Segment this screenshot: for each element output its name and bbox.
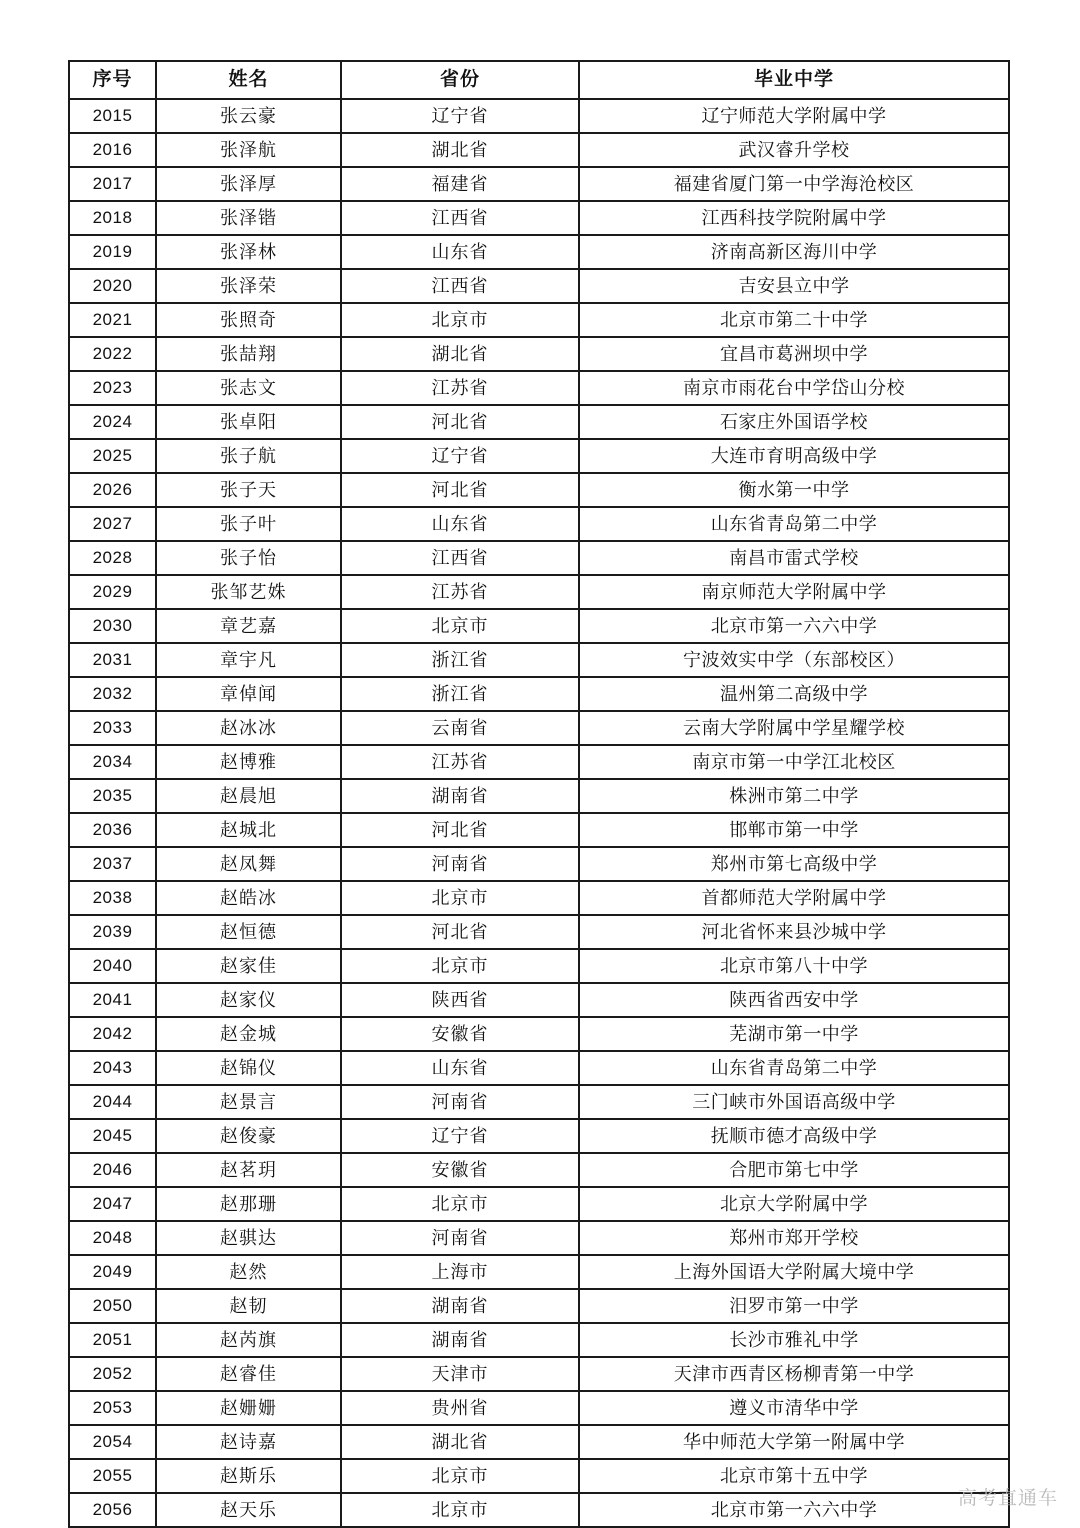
row-cell-index: 2032 — [69, 677, 156, 711]
row-cell-name: 张子天 — [156, 473, 341, 507]
table-row — [69, 1221, 1009, 1255]
row-cell-name: 张照奇 — [156, 303, 341, 337]
row-cell-school: 北京市第二十中学 — [579, 303, 1009, 337]
table-row — [69, 813, 1009, 847]
row-cell-school: 山东省青岛第二中学 — [579, 507, 1009, 541]
row-cell-province: 陕西省 — [341, 983, 579, 1017]
table-row — [69, 881, 1009, 915]
row-cell-school: 遵义市清华中学 — [579, 1391, 1009, 1425]
row-cell-index: 2035 — [69, 779, 156, 813]
row-cell-name: 赵金城 — [156, 1017, 341, 1051]
row-cell-school: 石家庄外国语学校 — [579, 405, 1009, 439]
row-cell-name: 赵凤舞 — [156, 847, 341, 881]
row-cell-province: 辽宁省 — [341, 439, 579, 473]
row-cell-school: 济南高新区海川中学 — [579, 235, 1009, 269]
row-cell-school: 南京市雨花台中学岱山分校 — [579, 371, 1009, 405]
row-cell-province: 云南省 — [341, 711, 579, 745]
row-cell-school: 河北省怀来县沙城中学 — [579, 915, 1009, 949]
row-cell-province: 山东省 — [341, 235, 579, 269]
row-cell-province: 江西省 — [341, 201, 579, 235]
row-cell-index: 2018 — [69, 201, 156, 235]
table-row — [69, 1459, 1009, 1493]
row-cell-school: 江西科技学院附属中学 — [579, 201, 1009, 235]
row-cell-school: 宁波效实中学（东部校区） — [579, 643, 1009, 677]
row-cell-province: 湖北省 — [341, 337, 579, 371]
row-cell-index: 2038 — [69, 881, 156, 915]
row-cell-province: 河北省 — [341, 813, 579, 847]
row-cell-province: 安徽省 — [341, 1017, 579, 1051]
table-row — [69, 1391, 1009, 1425]
row-cell-province: 山东省 — [341, 1051, 579, 1085]
row-cell-province: 浙江省 — [341, 643, 579, 677]
row-cell-school: 三门峡市外国语高级中学 — [579, 1085, 1009, 1119]
row-cell-school: 郑州市郑开学校 — [579, 1221, 1009, 1255]
row-cell-province: 北京市 — [341, 949, 579, 983]
row-cell-index: 2054 — [69, 1425, 156, 1459]
row-cell-index: 2046 — [69, 1153, 156, 1187]
row-cell-index: 2026 — [69, 473, 156, 507]
column-header-name: 姓名 — [156, 61, 341, 99]
row-cell-province: 北京市 — [341, 609, 579, 643]
row-cell-school: 南京师范大学附属中学 — [579, 575, 1009, 609]
table-row — [69, 677, 1009, 711]
table-header-row — [69, 61, 1009, 99]
row-cell-school: 北京大学附属中学 — [579, 1187, 1009, 1221]
table-row — [69, 473, 1009, 507]
row-cell-school: 北京市第八十中学 — [579, 949, 1009, 983]
row-cell-index: 2031 — [69, 643, 156, 677]
row-cell-school: 北京市第一六六中学 — [579, 609, 1009, 643]
row-cell-province: 北京市 — [341, 303, 579, 337]
row-cell-name: 赵骐达 — [156, 1221, 341, 1255]
row-cell-name: 张云豪 — [156, 99, 341, 133]
row-cell-province: 浙江省 — [341, 677, 579, 711]
row-cell-school: 山东省青岛第二中学 — [579, 1051, 1009, 1085]
row-cell-province: 贵州省 — [341, 1391, 579, 1425]
row-cell-school: 汨罗市第一中学 — [579, 1289, 1009, 1323]
row-cell-index: 2043 — [69, 1051, 156, 1085]
row-cell-name: 张泽林 — [156, 235, 341, 269]
row-cell-name: 赵睿佳 — [156, 1357, 341, 1391]
row-cell-school: 吉安县立中学 — [579, 269, 1009, 303]
table-row — [69, 1187, 1009, 1221]
row-cell-province: 河北省 — [341, 405, 579, 439]
row-cell-index: 2052 — [69, 1357, 156, 1391]
row-cell-index: 2036 — [69, 813, 156, 847]
row-cell-index: 2022 — [69, 337, 156, 371]
row-cell-name: 赵韧 — [156, 1289, 341, 1323]
row-cell-name: 赵城北 — [156, 813, 341, 847]
row-cell-school: 合肥市第七中学 — [579, 1153, 1009, 1187]
table-row — [69, 1425, 1009, 1459]
row-cell-name: 张泽锴 — [156, 201, 341, 235]
row-cell-school: 邯郸市第一中学 — [579, 813, 1009, 847]
row-cell-school: 陕西省西安中学 — [579, 983, 1009, 1017]
row-cell-province: 天津市 — [341, 1357, 579, 1391]
row-cell-school: 宜昌市葛洲坝中学 — [579, 337, 1009, 371]
row-cell-name: 张子叶 — [156, 507, 341, 541]
table-row — [69, 915, 1009, 949]
table-row — [69, 1085, 1009, 1119]
row-cell-province: 北京市 — [341, 1493, 579, 1527]
row-cell-province: 河北省 — [341, 473, 579, 507]
table-row — [69, 847, 1009, 881]
table-body — [69, 99, 1009, 1527]
row-cell-province: 辽宁省 — [341, 1119, 579, 1153]
table-row — [69, 779, 1009, 813]
row-cell-province: 北京市 — [341, 1459, 579, 1493]
row-cell-index: 2053 — [69, 1391, 156, 1425]
table-row — [69, 303, 1009, 337]
row-cell-school: 首都师范大学附属中学 — [579, 881, 1009, 915]
table-row — [69, 1289, 1009, 1323]
table-row — [69, 235, 1009, 269]
row-cell-name: 赵芮旗 — [156, 1323, 341, 1357]
row-cell-index: 2051 — [69, 1323, 156, 1357]
row-cell-school: 云南大学附属中学星耀学校 — [579, 711, 1009, 745]
row-cell-index: 2017 — [69, 167, 156, 201]
column-header-province: 省份 — [341, 61, 579, 99]
table-row — [69, 269, 1009, 303]
roster-table — [68, 60, 1010, 1528]
table-row — [69, 337, 1009, 371]
row-cell-province: 山东省 — [341, 507, 579, 541]
row-cell-name: 赵景言 — [156, 1085, 341, 1119]
row-cell-province: 湖南省 — [341, 779, 579, 813]
row-cell-name: 张邹艺姝 — [156, 575, 341, 609]
row-cell-index: 2029 — [69, 575, 156, 609]
table-row — [69, 371, 1009, 405]
row-cell-school: 福建省厦门第一中学海沧校区 — [579, 167, 1009, 201]
row-cell-province: 湖南省 — [341, 1323, 579, 1357]
row-cell-index: 2030 — [69, 609, 156, 643]
row-cell-index: 2048 — [69, 1221, 156, 1255]
row-cell-index: 2016 — [69, 133, 156, 167]
table-header — [69, 61, 1009, 99]
row-cell-province: 湖北省 — [341, 1425, 579, 1459]
row-cell-province: 江西省 — [341, 269, 579, 303]
row-cell-index: 2025 — [69, 439, 156, 473]
table-row — [69, 1255, 1009, 1289]
row-cell-index: 2056 — [69, 1493, 156, 1527]
row-cell-index: 2019 — [69, 235, 156, 269]
table-row — [69, 1119, 1009, 1153]
row-cell-province: 辽宁省 — [341, 99, 579, 133]
row-cell-school: 长沙市雅礼中学 — [579, 1323, 1009, 1357]
row-cell-school: 南京市第一中学江北校区 — [579, 745, 1009, 779]
row-cell-index: 2045 — [69, 1119, 156, 1153]
table-row — [69, 1051, 1009, 1085]
row-cell-province: 北京市 — [341, 1187, 579, 1221]
row-cell-province: 湖北省 — [341, 133, 579, 167]
row-cell-name: 张子航 — [156, 439, 341, 473]
row-cell-school: 北京市第十五中学 — [579, 1459, 1009, 1493]
row-cell-name: 张泽厚 — [156, 167, 341, 201]
row-cell-index: 2021 — [69, 303, 156, 337]
table-row — [69, 711, 1009, 745]
table-row — [69, 405, 1009, 439]
row-cell-school: 芜湖市第一中学 — [579, 1017, 1009, 1051]
row-cell-index: 2027 — [69, 507, 156, 541]
row-cell-province: 福建省 — [341, 167, 579, 201]
row-cell-province: 安徽省 — [341, 1153, 579, 1187]
table-row — [69, 133, 1009, 167]
table-row — [69, 643, 1009, 677]
row-cell-province: 湖南省 — [341, 1289, 579, 1323]
column-header-school: 毕业中学 — [579, 61, 1009, 99]
row-cell-name: 赵恒德 — [156, 915, 341, 949]
row-cell-school: 温州第二高级中学 — [579, 677, 1009, 711]
row-cell-name: 赵皓冰 — [156, 881, 341, 915]
table-row — [69, 167, 1009, 201]
table-row — [69, 439, 1009, 473]
row-cell-school: 株洲市第二中学 — [579, 779, 1009, 813]
roster-table-container — [68, 60, 1008, 1528]
row-cell-index: 2034 — [69, 745, 156, 779]
row-cell-school: 上海外国语大学附属大境中学 — [579, 1255, 1009, 1289]
table-row — [69, 745, 1009, 779]
row-cell-school: 辽宁师范大学附属中学 — [579, 99, 1009, 133]
table-row — [69, 1017, 1009, 1051]
row-cell-province: 河南省 — [341, 1085, 579, 1119]
row-cell-index: 2023 — [69, 371, 156, 405]
row-cell-name: 赵家仪 — [156, 983, 341, 1017]
row-cell-name: 赵茗玥 — [156, 1153, 341, 1187]
table-row — [69, 575, 1009, 609]
row-cell-index: 2041 — [69, 983, 156, 1017]
watermark: 高考直通车 — [957, 1488, 1058, 1509]
row-cell-index: 2039 — [69, 915, 156, 949]
column-header-index: 序号 — [69, 61, 156, 99]
row-cell-name: 赵那珊 — [156, 1187, 341, 1221]
row-cell-province: 河北省 — [341, 915, 579, 949]
row-cell-name: 章倬闻 — [156, 677, 341, 711]
row-cell-province: 河南省 — [341, 1221, 579, 1255]
table-row — [69, 541, 1009, 575]
row-cell-index: 2020 — [69, 269, 156, 303]
table-row — [69, 99, 1009, 133]
table-row — [69, 609, 1009, 643]
table-row — [69, 201, 1009, 235]
row-cell-name: 赵博雅 — [156, 745, 341, 779]
row-cell-school: 郑州市第七高级中学 — [579, 847, 1009, 881]
row-cell-index: 2037 — [69, 847, 156, 881]
row-cell-province: 江苏省 — [341, 575, 579, 609]
row-cell-name: 赵晨旭 — [156, 779, 341, 813]
row-cell-name: 张泽荣 — [156, 269, 341, 303]
row-cell-index: 2049 — [69, 1255, 156, 1289]
row-cell-index: 2015 — [69, 99, 156, 133]
row-cell-index: 2024 — [69, 405, 156, 439]
row-cell-province: 北京市 — [341, 881, 579, 915]
row-cell-name: 张子怡 — [156, 541, 341, 575]
row-cell-school: 北京市第一六六中学 — [579, 1493, 1009, 1527]
row-cell-name: 张泽航 — [156, 133, 341, 167]
row-cell-province: 上海市 — [341, 1255, 579, 1289]
row-cell-name: 赵俊豪 — [156, 1119, 341, 1153]
row-cell-index: 2033 — [69, 711, 156, 745]
row-cell-school: 抚顺市德才高级中学 — [579, 1119, 1009, 1153]
row-cell-index: 2044 — [69, 1085, 156, 1119]
row-cell-school: 华中师范大学第一附属中学 — [579, 1425, 1009, 1459]
row-cell-name: 张志文 — [156, 371, 341, 405]
row-cell-name: 张卓阳 — [156, 405, 341, 439]
row-cell-name: 赵冰冰 — [156, 711, 341, 745]
row-cell-school: 大连市育明高级中学 — [579, 439, 1009, 473]
row-cell-province: 江西省 — [341, 541, 579, 575]
row-cell-index: 2050 — [69, 1289, 156, 1323]
row-cell-name: 赵斯乐 — [156, 1459, 341, 1493]
row-cell-index: 2042 — [69, 1017, 156, 1051]
row-cell-index: 2028 — [69, 541, 156, 575]
row-cell-index: 2040 — [69, 949, 156, 983]
row-cell-index: 2047 — [69, 1187, 156, 1221]
table-row — [69, 507, 1009, 541]
table-row — [69, 1493, 1009, 1527]
row-cell-index: 2055 — [69, 1459, 156, 1493]
row-cell-province: 江苏省 — [341, 745, 579, 779]
row-cell-school: 天津市西青区杨柳青第一中学 — [579, 1357, 1009, 1391]
row-cell-province: 江苏省 — [341, 371, 579, 405]
row-cell-school: 南昌市雷式学校 — [579, 541, 1009, 575]
row-cell-school: 武汉睿升学校 — [579, 133, 1009, 167]
row-cell-school: 衡水第一中学 — [579, 473, 1009, 507]
table-row — [69, 1323, 1009, 1357]
row-cell-name: 赵天乐 — [156, 1493, 341, 1527]
row-cell-name: 章宇凡 — [156, 643, 341, 677]
row-cell-province: 河南省 — [341, 847, 579, 881]
row-cell-name: 赵然 — [156, 1255, 341, 1289]
row-cell-name: 张喆翔 — [156, 337, 341, 371]
table-row — [69, 983, 1009, 1017]
table-row — [69, 1357, 1009, 1391]
row-cell-name: 章艺嘉 — [156, 609, 341, 643]
table-row — [69, 949, 1009, 983]
row-cell-name: 赵姗姗 — [156, 1391, 341, 1425]
row-cell-name: 赵诗嘉 — [156, 1425, 341, 1459]
row-cell-name: 赵锦仪 — [156, 1051, 341, 1085]
row-cell-name: 赵家佳 — [156, 949, 341, 983]
table-row — [69, 1153, 1009, 1187]
